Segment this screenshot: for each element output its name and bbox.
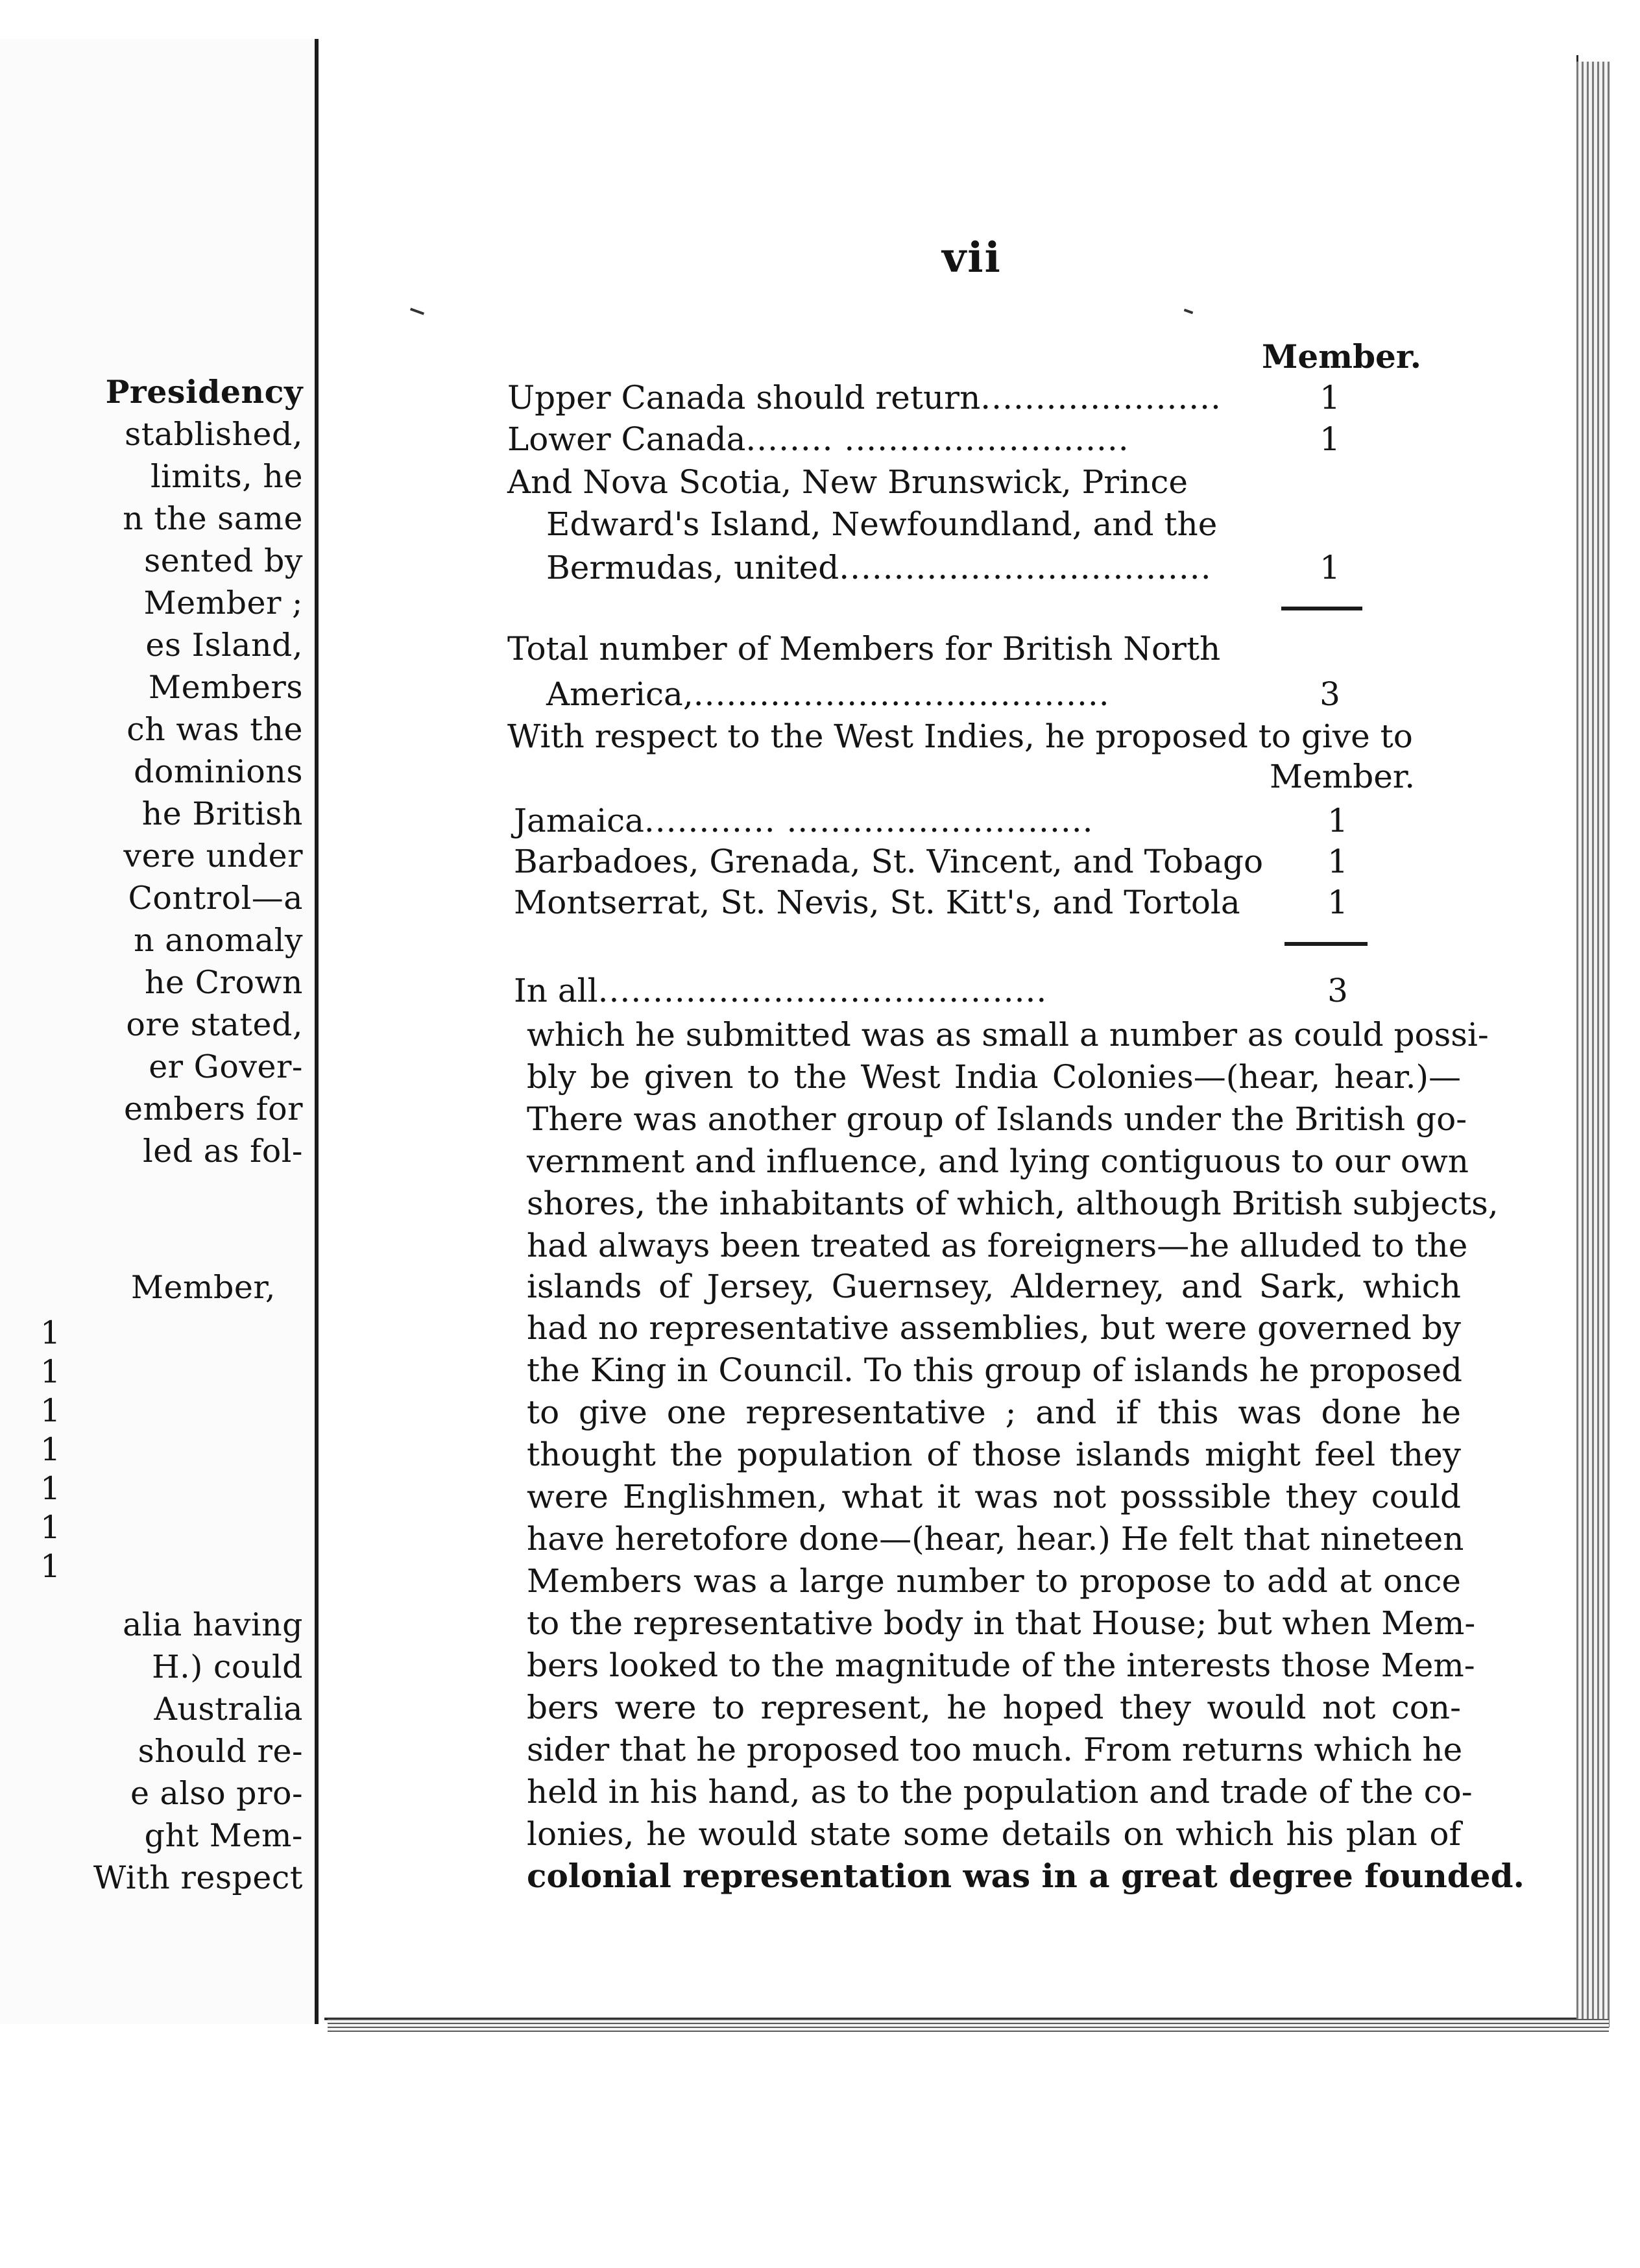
body-line: sider that he proposed too much. From returns which he: [527, 1731, 1463, 1768]
page-number: vii: [942, 234, 1002, 282]
table-row-continuation: Edward's Island, Newfoundland, and the: [546, 505, 1218, 543]
body-line: With respect to the West Indies, he proposed to give to: [507, 718, 1413, 755]
facing-line: ore stated,: [126, 1006, 303, 1043]
facing-line: With respect: [93, 1859, 303, 1896]
facing-number: 1: [40, 1392, 61, 1429]
row-value: 1: [1327, 802, 1348, 839]
row-label: America,: [546, 675, 693, 713]
body-line: bers looked to the magnitude of the interests those Mem-: [527, 1647, 1475, 1684]
facing-line: es Island,: [145, 627, 303, 664]
body-line: were Englishmen, what it was not posssible they could: [527, 1478, 1461, 1515]
row-label: Lower Canada: [507, 420, 746, 458]
table-row: [507, 381, 1222, 414]
facing-line: he Crown: [144, 964, 303, 1001]
facing-line: n anomaly: [134, 922, 303, 959]
row-label: Jamaica: [514, 802, 644, 839]
body-line: vernment and influence, and lying contiguous to our own: [527, 1142, 1469, 1180]
facing-number: 1: [40, 1314, 61, 1351]
total-row: [514, 974, 1047, 1007]
table-row: And Nova Scotia, New Brunswick, Prince: [507, 463, 1188, 501]
row-value: 1: [1327, 843, 1348, 880]
facing-line: Control—a: [128, 880, 303, 917]
facing-line: Members: [148, 669, 303, 706]
facing-page-fragment: [0, 39, 319, 2024]
row-value: 1: [1320, 379, 1340, 416]
body-line: thought the population of those islands might feel they: [527, 1436, 1461, 1473]
facing-line: dominions: [134, 753, 303, 790]
body-line: had always been treated as foreigners—he alluded to the: [527, 1227, 1468, 1264]
row-label: In all: [514, 972, 598, 1009]
facing-line: Member ;: [143, 585, 303, 621]
body-line: had no representative assemblies, but were governed by: [527, 1309, 1461, 1347]
body-line: shores, the inhabitants of which, although British subjects,: [527, 1185, 1499, 1222]
row-value: 1: [1320, 420, 1340, 458]
column-header-member: Member.: [1270, 758, 1416, 795]
facing-line: led as fol-: [143, 1133, 303, 1170]
total-value: 3: [1327, 972, 1348, 1009]
facing-line: ght Mem-: [144, 1817, 303, 1854]
facing-line: vere under: [123, 838, 303, 875]
body-line: to the representative body in that House; but when Mem-: [527, 1604, 1476, 1642]
body-line: Members was a large number to propose to add at once: [527, 1562, 1461, 1600]
body-line: bers were to represent, he hoped they would not con-: [527, 1689, 1461, 1726]
sum-rule: [1284, 942, 1368, 946]
facing-number: 1: [40, 1509, 61, 1546]
dot-leader: ......................................: [693, 675, 1110, 713]
page-stack-bottom-edge: [328, 2019, 1609, 2032]
dot-leader: ........ ..........................: [745, 420, 1129, 458]
row-value: 1: [1320, 549, 1340, 586]
body-line: to give one representative ; and if this was done he: [527, 1393, 1461, 1431]
total-row: Total number of Members for British North: [507, 630, 1221, 668]
facing-line: limits, he: [150, 458, 303, 495]
body-line: lonies, he would state some details on which his plan of: [527, 1815, 1461, 1853]
facing-line: stablished,: [125, 416, 303, 453]
page-stack-edge: [1576, 62, 1610, 2027]
table-row: Montserrat, St. Nevis, St. Kitt's, and Tortola: [514, 884, 1240, 921]
facing-line: sented by: [144, 542, 303, 579]
facing-line: embers for: [123, 1091, 303, 1128]
facing-line: he British: [141, 795, 303, 832]
facing-line: should re-: [138, 1733, 303, 1770]
row-label: Bermudas, united: [546, 549, 839, 586]
dot-leader: ............ ............................: [644, 802, 1094, 839]
facing-column-header: Member,: [130, 1269, 276, 1306]
facing-line: Presidency: [105, 373, 303, 411]
column-header-member: Member.: [1262, 337, 1421, 376]
dot-leader: .........................................: [597, 972, 1048, 1009]
facing-line: Australia: [154, 1691, 303, 1728]
facing-line: H.) could: [151, 1648, 303, 1685]
total-row-continuation: [546, 675, 1110, 713]
row-label: Upper Canada should return: [507, 379, 981, 416]
facing-number: 1: [40, 1470, 61, 1507]
table-row: [507, 420, 1129, 458]
facing-line: er Gover-: [149, 1048, 303, 1085]
facing-number: 1: [40, 1353, 61, 1390]
body-line: have heretofore done—(hear, hear.) He felt that nineteen: [527, 1520, 1464, 1558]
body-line: held in his hand, as to the population and trade of the co-: [527, 1773, 1473, 1811]
row-value: 1: [1327, 884, 1348, 921]
facing-number: 1: [40, 1431, 61, 1468]
facing-line: e also pro-: [130, 1775, 303, 1812]
table-row: Barbadoes, Grenada, St. Vincent, and Tobago: [514, 843, 1264, 880]
facing-line: alia having: [123, 1606, 303, 1643]
facing-number: 1: [40, 1548, 61, 1585]
body-line: the King in Council. To this group of islands he proposed: [527, 1351, 1463, 1389]
dot-leader: ..................................: [839, 549, 1212, 586]
table-row-continuation: [546, 551, 1212, 584]
body-line: bly be given to the West India Colonies—(hear, hear.)—: [527, 1058, 1461, 1096]
total-value: 3: [1320, 675, 1340, 713]
body-line: colonial representation was in a great degree founded.: [527, 1857, 1525, 1895]
body-line: islands of Jersey, Guernsey, Alderney, and Sark, which: [527, 1268, 1461, 1305]
facing-line: ch was the: [127, 711, 303, 748]
table-row: [514, 804, 1094, 837]
body-line: There was another group of Islands under the British go-: [527, 1100, 1467, 1138]
sum-rule: [1281, 607, 1362, 610]
facing-line: n the same: [123, 500, 303, 537]
dot-leader: ......................: [980, 379, 1222, 416]
body-line: which he submitted was as small a number as could possi-: [527, 1016, 1489, 1054]
